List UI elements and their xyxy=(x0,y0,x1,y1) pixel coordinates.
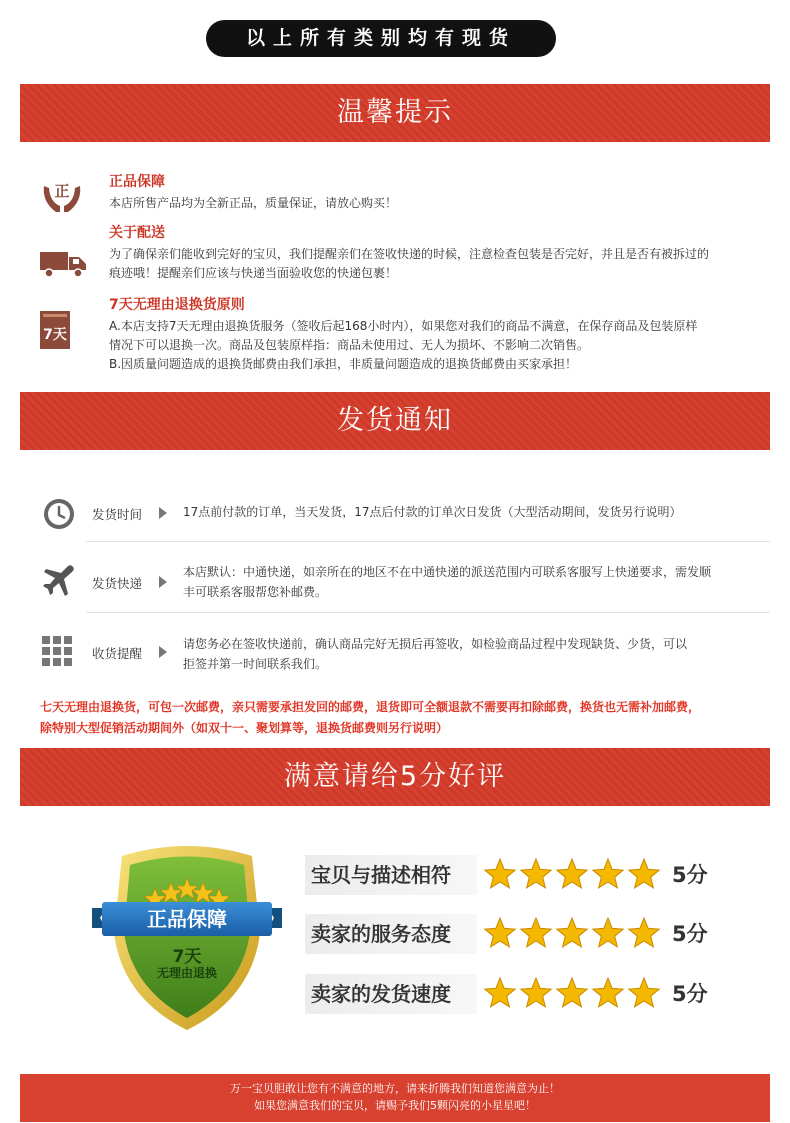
star-icon xyxy=(557,978,587,1007)
shipping-banner: 发货通知 xyxy=(20,392,770,450)
arrow-right-icon xyxy=(159,576,167,588)
star-icon xyxy=(521,918,551,947)
notice-body: 为了确保亲们能收到完好的宝贝，我们提醒亲们在签收快递的时候，注意检查包装是否完好，并且是否有被拆过的 痕迹哦！提醒亲们应该与快递当面验收您的快递包裹！ xyxy=(109,247,710,280)
delivery-truck-icon xyxy=(40,248,84,292)
clock-icon xyxy=(42,497,76,531)
star-icon xyxy=(557,859,587,888)
rating-row xyxy=(305,974,715,1014)
shipping-time-row xyxy=(40,495,770,531)
receipt-reminder-row xyxy=(40,632,770,678)
return-shipping-note: 七天无理由退换货，可包一次邮费，亲只需要承担发回的邮费，退货即可全额退款不需要再扣除邮费，换货也无需补加邮费， 除特别大型促销活动期间外（如双十一、聚划算等，退换货邮费则另行说明） xyxy=(40,700,701,735)
star-rating xyxy=(483,855,663,895)
badge-days-text: 7天 xyxy=(172,947,202,967)
genuine-guarantee-badge xyxy=(92,838,282,1034)
rating-label: 卖家的服务态度 xyxy=(305,914,477,954)
notice-return-policy xyxy=(40,291,760,375)
star-icon xyxy=(593,859,623,888)
stars-svg xyxy=(483,855,663,895)
tips-banner: 温馨提示 xyxy=(20,84,770,142)
star-icon xyxy=(629,859,659,888)
notice-title: 关于配送 xyxy=(109,225,165,241)
stock-tag: 以上所有类别均有现货 xyxy=(206,20,556,57)
svg-text:正: 正 xyxy=(54,182,70,200)
stars-svg xyxy=(483,974,663,1014)
shipping-courier-row xyxy=(40,560,770,604)
star-rating xyxy=(483,914,663,954)
notice-delivery xyxy=(40,218,760,288)
notice-title: 正品保障 xyxy=(109,174,165,190)
grid-icon xyxy=(42,636,76,670)
badge-sub-text: 无理由退换 xyxy=(156,966,217,980)
badge-ribbon-text: 正品保障 xyxy=(147,907,227,931)
stars-svg xyxy=(483,914,663,954)
star-icon xyxy=(521,859,551,888)
calendar-7-icon xyxy=(40,311,84,355)
genuine-hands-icon xyxy=(40,172,84,216)
shipping-label: 发货快递 xyxy=(92,576,143,591)
shipping-label: 收货提醒 xyxy=(92,646,143,661)
star-icon xyxy=(557,918,587,947)
divider xyxy=(86,612,770,613)
footer-banner: 万一宝贝胆敢让您有不满意的地方，请来折腾我们知道您满意为止！ 如果您满意我们的宝贝，请赐予我们5颗闪亮的小星星吧！ xyxy=(20,1074,770,1122)
star-icon xyxy=(593,918,623,947)
star-icon xyxy=(629,918,659,947)
shipping-label: 发货时间 xyxy=(92,507,143,522)
rating-score: 5分 xyxy=(672,982,708,1006)
star-rating xyxy=(483,974,663,1014)
star-icon xyxy=(521,978,551,1007)
shipping-text: 本店默认：中通快递，如亲所在的地区不在中通快递的派送范围内可联系客服写上快递要求，需发顺 丰可联系客服帮您补邮费。 xyxy=(183,565,712,599)
shipping-text: 请您务必在签收快递前，确认商品完好无损后再签收，如检验商品过程中发现缺货、少货，可以 拒签并第一时间联系我们。 xyxy=(183,637,688,671)
star-icon xyxy=(485,859,515,888)
star-icon xyxy=(485,918,515,947)
star-icon xyxy=(629,978,659,1007)
rating-row xyxy=(305,914,715,954)
airplane-icon xyxy=(42,564,76,598)
notice-body: A.本店支持7天无理由退换货服务（签收后起168小时内），如果您对我们的商品不满意，在保存商品及包装原样 情况下可以退换一次。商品及包装原样指：商品未使用过、无人为损坏、不影响二次销售。 B.因质量问题造成的退换货邮费由我们承担，非质量问题造成的退换货邮费由买家承担！ xyxy=(109,319,698,371)
rating-label: 宝贝与描述相符 xyxy=(305,855,477,895)
arrow-right-icon xyxy=(159,646,167,658)
notice-title: 7天无理由退换货原则 xyxy=(109,297,245,313)
svg-text:7天: 7天 xyxy=(43,327,67,343)
arrow-right-icon xyxy=(159,507,167,519)
rating-label: 卖家的发货速度 xyxy=(305,974,477,1014)
star-icon xyxy=(593,978,623,1007)
rating-row xyxy=(305,855,715,895)
rating-score: 5分 xyxy=(672,863,708,887)
shipping-text: 17点前付款的订单，当天发货，17点后付款的订单次日发货（大型活动期间，发货另行说明） xyxy=(183,505,682,519)
rating-score: 5分 xyxy=(672,922,708,946)
divider xyxy=(86,541,770,542)
notice-body: 本店所售产品均为全新正品，质量保证，请放心购买！ xyxy=(109,196,398,210)
notice-genuine xyxy=(40,166,760,216)
rating-banner: 满意请给5分好评 xyxy=(20,748,770,806)
star-icon xyxy=(485,978,515,1007)
